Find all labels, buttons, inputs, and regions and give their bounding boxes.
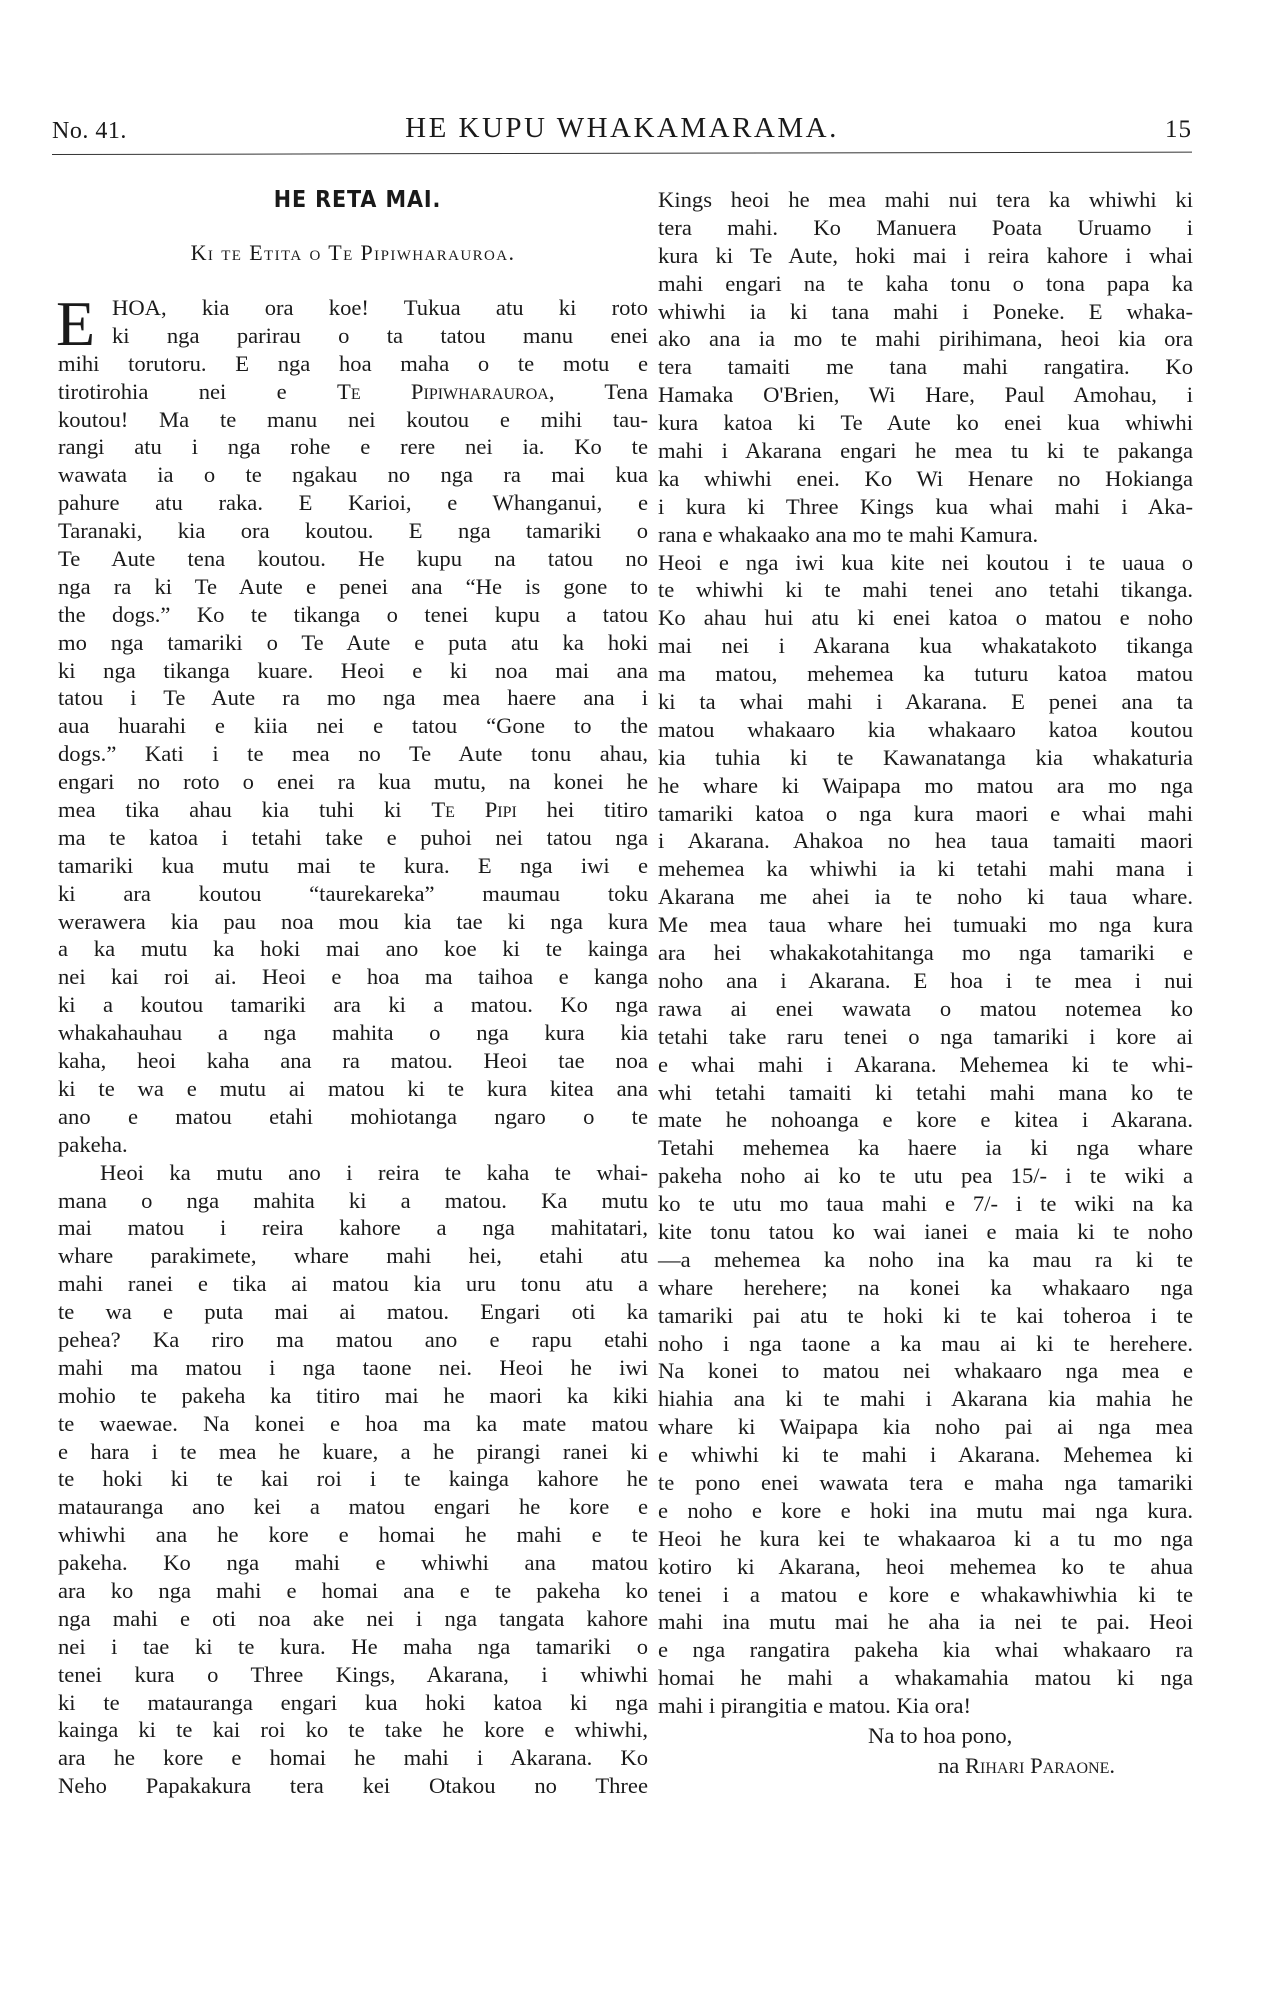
text-line: he whare ki Waipapa mo matou ara mo nga <box>658 772 1193 798</box>
text-line: tirotirohia nei e Te Pipiwharauroa, Tena <box>58 378 648 404</box>
text-line: dogs.” Kati i te mea no Te Aute tonu ahau, <box>58 741 648 767</box>
closing-line: Na to hoa pono, <box>868 1722 1013 1748</box>
text-line: kainga ki te kai roi ko te take he kore e whiwhi, <box>58 1717 648 1743</box>
text-line: mate he nohoanga e kore e kitea i Akarana. <box>658 1107 1193 1133</box>
text-line: e nga rangatira pakeha kia whai whakaaro ra <box>658 1637 1193 1663</box>
text-line: Me mea taua whare hei tumuaki mo nga kura <box>658 912 1193 938</box>
text-line: kia tuhia ki te Kawanatanga kia whakaturia <box>658 744 1193 770</box>
text-line: e noho e kore e hoki ina mutu mai nga kura. <box>658 1497 1193 1523</box>
text-line: HOA, kia ora koe! Tukua atu ki roto <box>112 295 648 320</box>
article-salutation <box>58 238 648 268</box>
salutation-paper: Te Pipiwharauroa. <box>328 240 516 265</box>
text-line: ki nga tikanga kuare. Heoi e ki noa mai ana <box>58 657 648 683</box>
drop-cap: E <box>56 288 96 359</box>
text-line: —a mehemea ka noho ina ka mau ra ki te <box>658 1246 1193 1272</box>
text-line: ano e matou etahi mohiotanga ngaro o te <box>58 1103 648 1129</box>
text-line: whiwhi ia ki tana mahi i Poneke. E whaka- <box>658 298 1193 324</box>
text-line: kotiro ki Akarana, heoi mehemea ko te ahua <box>658 1553 1193 1579</box>
text-line: e whai mahi i Akarana. Mehemea ki te whi- <box>658 1051 1193 1077</box>
text-line: te hoki ki te kai roi i te kainga kahore he <box>58 1466 648 1492</box>
right-body-text <box>658 186 1193 1720</box>
text-line: whakahauhau a nga mahita o nga kura kia <box>58 1020 648 1046</box>
signature-prefix: na <box>938 1752 965 1778</box>
salutation-mid: o <box>302 240 329 265</box>
text-line: whare herehere; na konei ka whakaaro nga <box>658 1274 1193 1300</box>
text-line: mohio te pakeha ka titiro mai he maori ka kiki <box>58 1382 648 1408</box>
right-column <box>658 186 1193 1782</box>
text-line: Tetahi mehemea ka haere ia ki nga whare <box>658 1135 1193 1161</box>
text-line: ka whiwhi enei. Ko Wi Henare no Hokianga <box>658 465 1193 491</box>
text-line: mahi ina mutu mai he aha ia nei te pai. Heoi <box>658 1609 1193 1635</box>
text-line: mana o nga mahita ki a matou. Ka mutu <box>58 1187 648 1213</box>
text-line: nei i tae ki te kura. He maha nga tamariki o <box>58 1633 648 1659</box>
text-line: ara he kore e homai he mahi i Akarana. Ko <box>58 1745 648 1771</box>
text-line: homai he mahi a whakamahia matou ki nga <box>658 1665 1193 1691</box>
text-line: Heoi e nga iwi kua kite nei koutou i te uaua o <box>658 549 1193 575</box>
text-line: rawa ai enei wawata o matou notemea ko <box>658 995 1193 1021</box>
text-line: mea tika ahau kia tuhi ki Te Pipi hei titiro <box>58 797 648 823</box>
text-line: Te Aute tena koutou. He kupu na tatou no <box>58 546 648 572</box>
text-line: nga mahi e oti noa ake nei i nga tangata kahore <box>58 1605 648 1631</box>
text-line: kaha, heoi kaha ana ra matou. Heoi tae noa <box>58 1048 648 1074</box>
text-line: pahure atu raka. E Karioi, e Whanganui, e <box>58 490 648 516</box>
text-line: e whiwhi ki te mahi i Akarana. Mehemea ki <box>658 1442 1193 1468</box>
text-line: tamariki pai atu te hoki ki te kai toheroa i te <box>658 1302 1193 1328</box>
text-line: Kings heoi he mea mahi nui tera ka whiwhi ki <box>658 187 1193 212</box>
text-line: ki te matauranga engari kua hoki katoa ki nga <box>58 1689 648 1715</box>
signature-name: Rihari Paraone. <box>964 1752 1116 1778</box>
text-line: matou whakaaro kia whakaaro katoa koutou <box>658 716 1193 742</box>
text-line: ko te utu mo taua mahi e 7/- i te wiki na ka <box>658 1191 1193 1217</box>
text-line: mahi ma matou i nga taone nei. Heoi he iwi <box>58 1354 648 1380</box>
text-line: wawata ia o te ngakau no nga ra mai kua <box>58 462 648 488</box>
text-line: te pono enei wawata tera e maha nga tamariki <box>658 1469 1193 1495</box>
text-line: ki ara koutou “taurekareka” maumau toku <box>58 880 648 906</box>
text-line: ma matou, mehemea ka tuturu katoa matou <box>658 661 1193 687</box>
text-line: Heoi he kura kei te whakaaroa ki a tu mo nga <box>658 1525 1193 1551</box>
issue-number: No. 41. <box>52 118 127 144</box>
text-line: koutou! Ma te manu nei koutou e mihi tau- <box>58 406 648 432</box>
text-line: pakeha. Ko nga mahi e whiwhi ana matou <box>58 1550 648 1576</box>
text-line: ki ta whai mahi i Akarana. E penei ana ta <box>658 689 1193 715</box>
text-line: tenei kura o Three Kings, Akarana, i whiwhi <box>58 1661 648 1687</box>
text-line: e hara i te mea he kuare, a he pirangi ranei ki <box>58 1438 648 1464</box>
text-line: mihi torutoru. E nga hoa maha o te motu e <box>58 350 648 376</box>
text-line: the dogs.” Ko te tikanga o tenei kupu a tatou <box>58 601 648 627</box>
text-line: tatou i Te Aute ra mo nga mea haere ana i <box>58 685 648 711</box>
text-line: noho ana i Akarana. E hoa i te mea i nui <box>658 967 1193 993</box>
text-line: te waewae. Na konei e hoa ma ka mate matou <box>58 1410 648 1436</box>
text-line: ki nga parirau o ta tatou manu enei <box>112 322 648 348</box>
text-line: mahi i pirangitia e matou. Kia ora! <box>658 1693 972 1719</box>
text-line: whare parakimete, whare mahi hei, etahi atu <box>58 1243 648 1269</box>
text-line: i Akarana. Ahakoa no hea taua tamaiti maori <box>658 828 1193 854</box>
header-rule <box>52 152 1192 155</box>
text-line: pehea? Ka riro ma matou ano e rapu etahi <box>58 1326 648 1352</box>
page-number: 15 <box>1165 116 1192 143</box>
text-line: mehemea ka whiwhi ia ki tetahi mahi mana i <box>658 856 1193 882</box>
text-line: te wa e puta mai ai matou. Engari oti ka <box>58 1299 648 1325</box>
text-line: nei kai roi ai. Heoi e hoa ma taihoa e kanga <box>58 964 648 990</box>
text-line: matauranga ano kei a matou engari he kore e <box>58 1494 648 1520</box>
text-line: pakeha. <box>58 1131 128 1157</box>
text-line: tetahi take raru tenei o nga tamariki i kore ai <box>658 1023 1193 1049</box>
body-left <box>56 288 648 1800</box>
text-line: whi tetahi tamaiti ki tetahi mahi mana ko te <box>658 1079 1193 1105</box>
text-line: engari no roto o enei ra kua mutu, na konei he <box>58 769 648 795</box>
text-line: nga ra ki Te Aute e penei ana “He is gone to <box>58 573 648 599</box>
text-line: ki te wa e mutu ai matou ki te kura kitea ana <box>58 1075 648 1101</box>
text-line: Na konei to matou nei whakaaro nga mea e <box>658 1358 1193 1384</box>
text-line: te whiwhi ki te mahi tenei ano tetahi tikanga. <box>658 577 1193 603</box>
salutation-prefix: Ki te <box>190 240 250 265</box>
salutation-etita: Etita <box>249 240 303 265</box>
text-line: kite tonu tatou ko wai ianei e maia ki te noho <box>658 1218 1193 1244</box>
text-line: ara ko nga mahi e homai ana e te pakeha ko <box>58 1577 648 1603</box>
running-header <box>52 112 1192 152</box>
article-title: HE RETA MAI. <box>273 187 442 213</box>
text-line: mai nei i Akarana kua whakatakoto tikanga <box>658 633 1193 659</box>
text-line: mahi ranei e tika ai matou kia uru tonu atu a <box>58 1271 648 1297</box>
running-title: HE KUPU WHAKAMARAMA. <box>405 112 839 144</box>
text-line: mo nga tamariki o Te Aute e puta atu ka hoki <box>58 629 648 655</box>
text-line: mai matou i reira kahore a nga mahitatari, <box>58 1215 648 1241</box>
text-line: ara hei whakakotahitanga mo nga tamariki e <box>658 940 1193 966</box>
text-line: kura katoa ki Te Aute ko enei kua whiwhi <box>658 410 1193 436</box>
signature <box>658 1752 1193 1782</box>
text-line: whiwhi ana he kore e homai he mahi e te <box>58 1522 648 1548</box>
text-line: Taranaki, kia ora koutou. E nga tamariki o <box>58 518 648 544</box>
text-line: ki a koutou tamariki ara ki a matou. Ko nga <box>58 992 648 1018</box>
text-line: Heoi ka mutu ano i reira te kaha te whai- <box>100 1159 648 1185</box>
text-line: whare ki Waipapa kia noho pai ai nga mea <box>658 1414 1193 1440</box>
text-line: noho i nga taone a ka mau ai ki te herehere. <box>658 1330 1193 1356</box>
text-line: a ka mutu ka hoki mai ano koe ki te kainga <box>58 936 648 962</box>
text-line: tera tamaiti me tana mahi rangatira. Ko <box>658 354 1193 380</box>
text-line: kura ki Te Aute, hoki mai i reira kahore i whai <box>658 242 1193 268</box>
text-line: rangi atu i nga rohe e rere nei ia. Ko te <box>58 434 648 460</box>
text-line: i kura ki Three Kings kua whai mahi i Aka- <box>658 493 1193 519</box>
text-line: rana e whakaako ana mo te mahi Kamura. <box>658 521 1039 547</box>
left-column <box>58 182 648 1800</box>
text-line: werawera kia pau noa mou kia tae ki nga kura <box>58 908 648 934</box>
text-line: ma te katoa i tetahi take e puhoi nei tatou nga <box>58 824 648 850</box>
text-line: hiahia ana ki te mahi i Akarana kia mahia he <box>658 1386 1193 1412</box>
text-line: mahi i Akarana engari he mea tu ki te pakanga <box>658 438 1193 464</box>
text-line: pakeha noho ai ko te utu pea 15/- i te wiki a <box>658 1163 1193 1189</box>
text-line: tamariki kua mutu mai te kura. E nga iwi e <box>58 852 648 878</box>
left-body-text <box>56 288 648 1800</box>
text-line: Akarana me ahei ia te noho ki taua whare. <box>658 884 1193 910</box>
text-line: mahi engari na te kaha tonu o tona papa ka <box>658 270 1193 296</box>
text-line: ako ana ia mo te mahi pirihimana, heoi kia ora <box>658 326 1193 352</box>
text-line: Ko ahau hui atu ki enei katoa o matou e noho <box>658 605 1193 631</box>
text-line: Hamaka O'Brien, Wi Hare, Paul Amohau, i <box>658 382 1193 408</box>
text-line: Neho Papakakura tera kei Otakou no Three <box>58 1773 648 1799</box>
text-line: tera mahi. Ko Manuera Poata Uruamo i <box>658 214 1193 240</box>
text-line: tamariki katoa o nga kura maori e whai mahi <box>658 800 1193 826</box>
text-line: aua huarahi e kiia nei e tatou “Gone to the <box>58 713 648 739</box>
text-line: tenei i a matou e kore e whakawhiwhia ki te <box>658 1581 1193 1607</box>
